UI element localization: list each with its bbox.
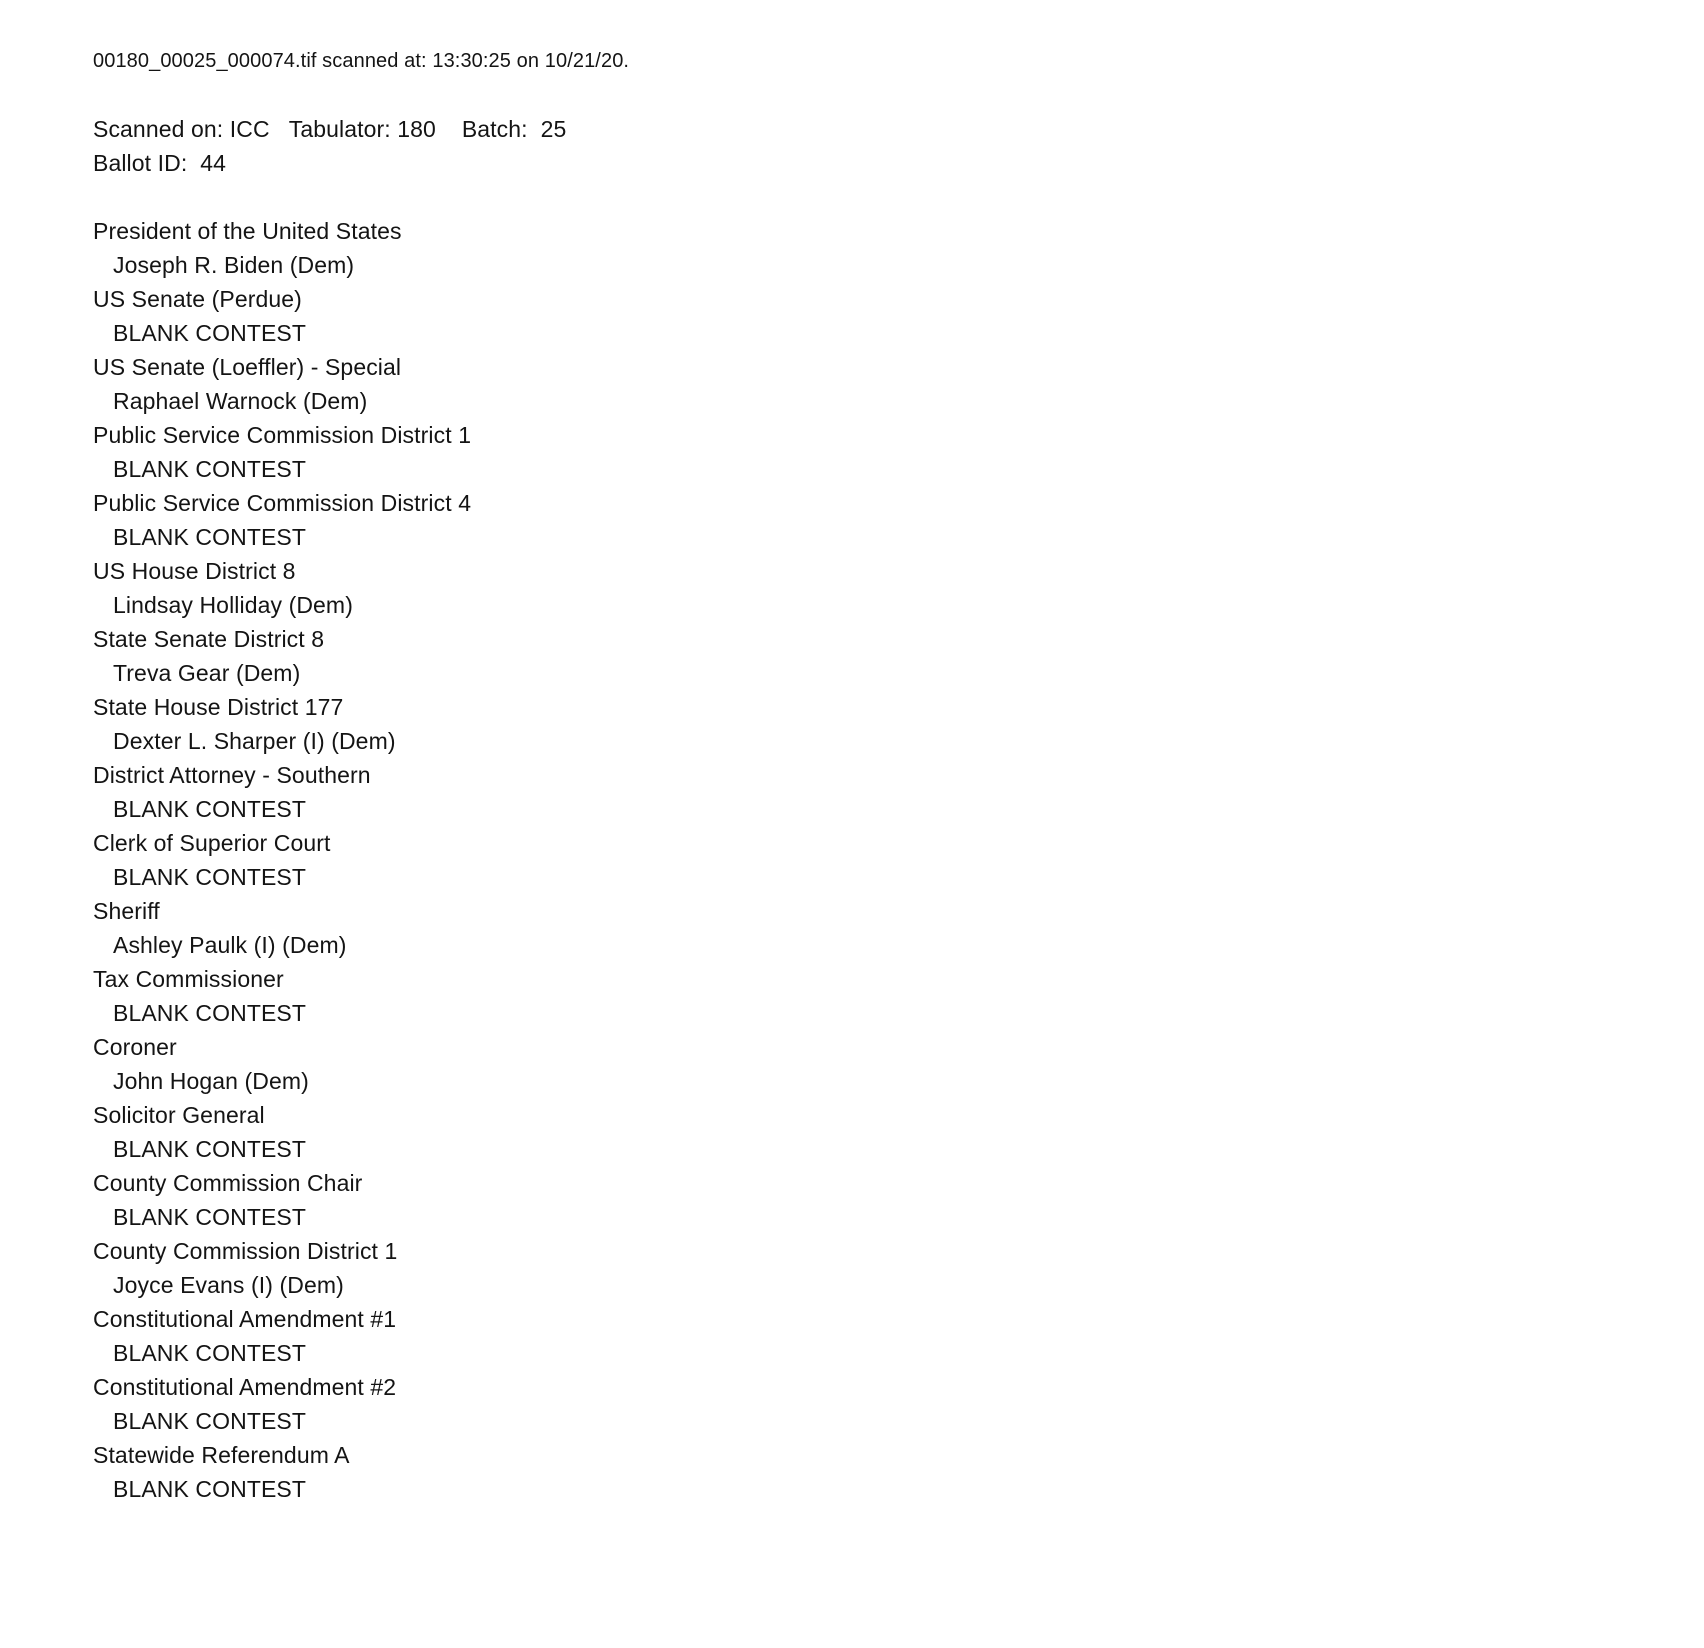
ballot-id-line: Ballot ID: 44	[93, 150, 227, 176]
contest-title: US Senate (Loeffler) - Special	[93, 354, 402, 380]
contest-selection: BLANK CONTEST	[113, 524, 307, 550]
contest-title: State House District 177	[93, 694, 344, 720]
contest-selection: Ashley Paulk (I) (Dem)	[113, 932, 347, 958]
contest-entry	[93, 1030, 1664, 1098]
contest-selection: BLANK CONTEST	[113, 1408, 307, 1434]
contest-title: Constitutional Amendment #1	[93, 1306, 397, 1332]
contest-title: Tax Commissioner	[93, 966, 284, 992]
contest-entry	[93, 622, 1664, 690]
contest-list	[93, 214, 1664, 1506]
contest-selection: BLANK CONTEST	[113, 1340, 307, 1366]
contest-title: US Senate (Perdue)	[93, 286, 302, 312]
contest-title: Public Service Commission District 4	[93, 490, 472, 516]
contest-entry	[93, 1438, 1664, 1506]
contest-entry	[93, 1098, 1664, 1166]
contest-entry	[93, 758, 1664, 826]
contest-title: State Senate District 8	[93, 626, 325, 652]
contest-selection: Treva Gear (Dem)	[113, 660, 301, 686]
contest-selection: Joseph R. Biden (Dem)	[113, 252, 355, 278]
contest-entry	[93, 282, 1664, 350]
contest-title: President of the United States	[93, 218, 402, 244]
file-scan-line: 00180_00025_000074.tif scanned at: 13:30:25 on 10/21/20.	[93, 50, 630, 72]
scan-info-line: Scanned on: ICC Tabulator: 180 Batch: 25	[93, 116, 567, 142]
contest-selection: BLANK CONTEST	[113, 320, 307, 346]
contest-entry	[93, 214, 1664, 282]
contest-selection: BLANK CONTEST	[113, 796, 307, 822]
contest-selection: Dexter L. Sharper (I) (Dem)	[113, 728, 396, 754]
contest-selection: John Hogan (Dem)	[113, 1068, 309, 1094]
contest-title: County Commission Chair	[93, 1170, 363, 1196]
contest-entry	[93, 1370, 1664, 1438]
contest-entry	[93, 962, 1664, 1030]
contest-entry	[93, 486, 1664, 554]
contest-entry	[93, 690, 1664, 758]
contest-selection: BLANK CONTEST	[113, 1000, 307, 1026]
contest-title: Constitutional Amendment #2	[93, 1374, 397, 1400]
contest-title: District Attorney - Southern	[93, 762, 371, 788]
contest-selection: BLANK CONTEST	[113, 1204, 307, 1230]
contest-title: County Commission District 1	[93, 1238, 398, 1264]
contest-selection: BLANK CONTEST	[113, 864, 307, 890]
contest-title: Sheriff	[93, 898, 160, 924]
contest-entry	[93, 1302, 1664, 1370]
contest-selection: BLANK CONTEST	[113, 1476, 307, 1502]
contest-title: US House District 8	[93, 558, 296, 584]
contest-title: Coroner	[93, 1034, 177, 1060]
contest-entry	[93, 1234, 1664, 1302]
contest-entry	[93, 826, 1664, 894]
blank-line	[93, 78, 1664, 112]
contest-title: Public Service Commission District 1	[93, 422, 472, 448]
blank-line	[93, 180, 1664, 214]
contest-selection: BLANK CONTEST	[113, 1136, 307, 1162]
contest-title: Statewide Referendum A	[93, 1442, 350, 1468]
contest-selection: BLANK CONTEST	[113, 456, 307, 482]
contest-selection: Joyce Evans (I) (Dem)	[113, 1272, 344, 1298]
contest-entry	[93, 1166, 1664, 1234]
contest-entry	[93, 894, 1664, 962]
contest-entry	[93, 418, 1664, 486]
contest-title: Solicitor General	[93, 1102, 265, 1128]
contest-title: Clerk of Superior Court	[93, 830, 331, 856]
contest-entry	[93, 350, 1664, 418]
contest-entry	[93, 554, 1664, 622]
contest-selection: Lindsay Holliday (Dem)	[113, 592, 353, 618]
contest-selection: Raphael Warnock (Dem)	[113, 388, 368, 414]
